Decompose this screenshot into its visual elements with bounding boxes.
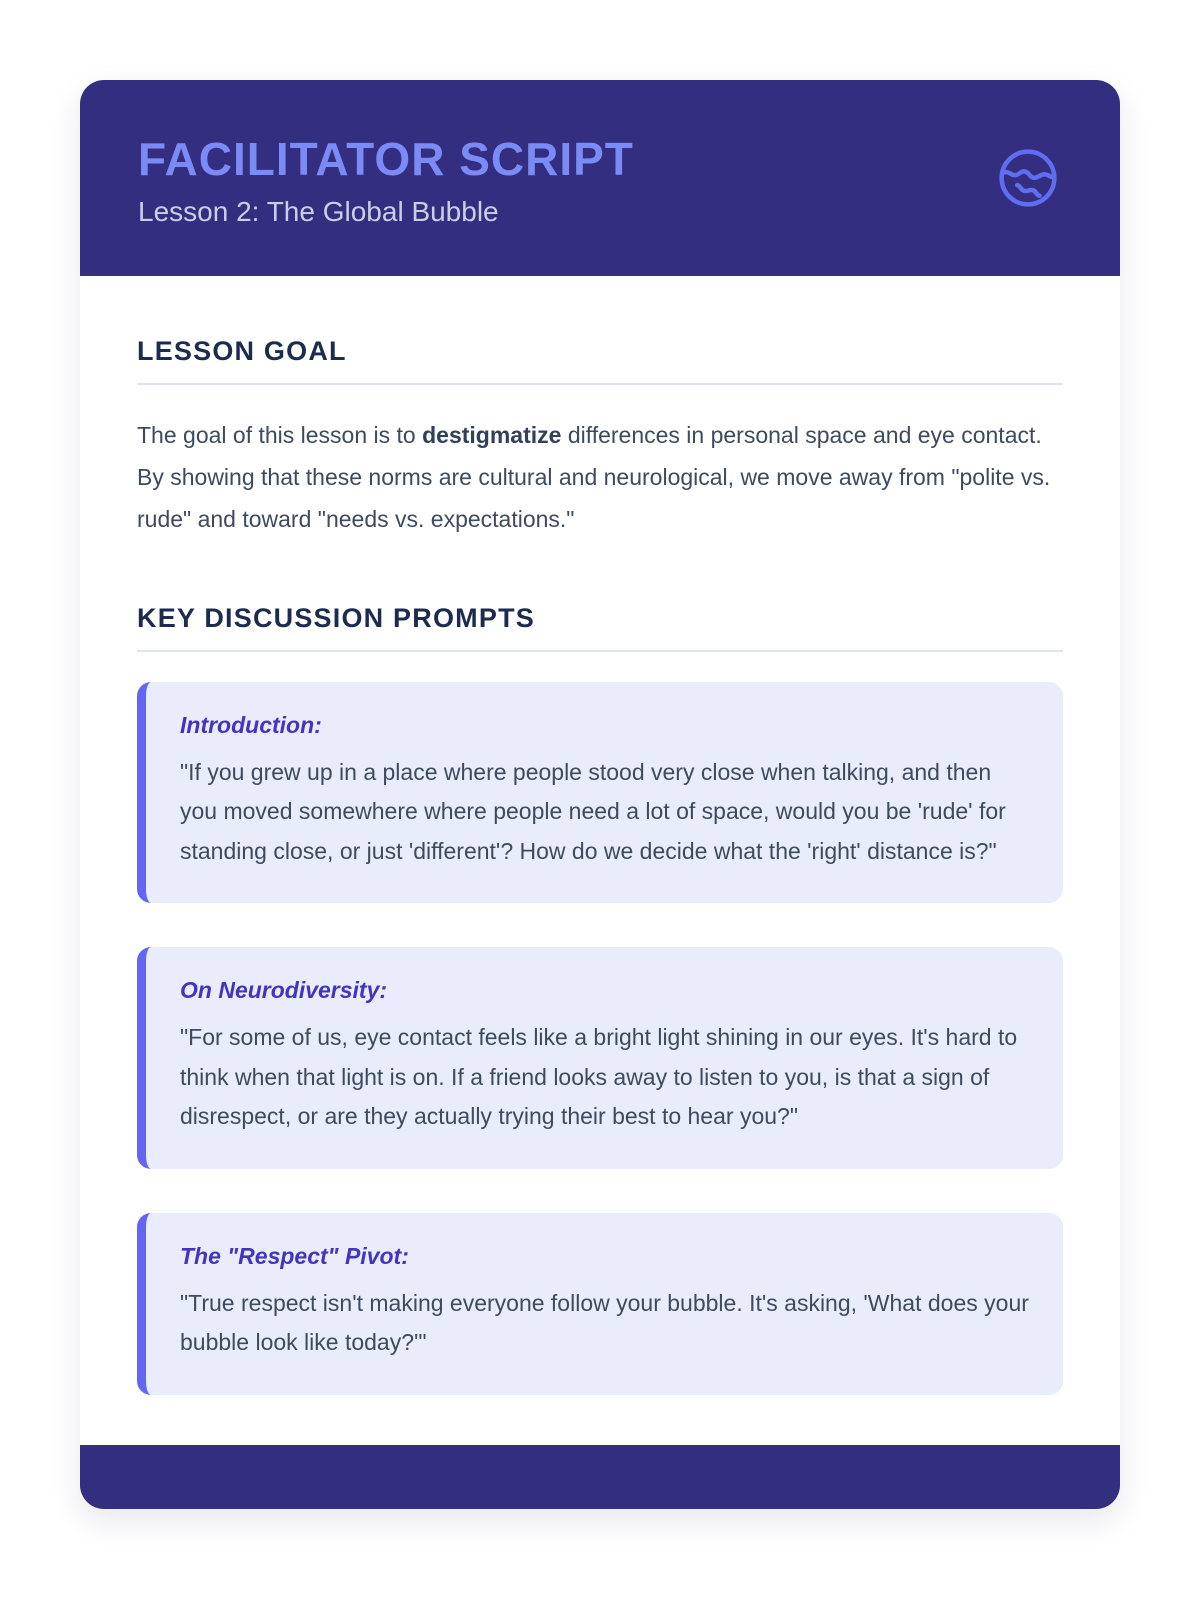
goal-text-suffix: differences in personal space and eye contact. By showing that these norms are cultural and neurological, we move away from "polite vs. rude" and toward "needs vs. expectations." xyxy=(137,422,1051,532)
prompt-card-introduction xyxy=(137,682,1063,904)
divider xyxy=(137,650,1063,652)
card-header xyxy=(80,80,1120,276)
page-title: FACILITATOR SCRIPT xyxy=(138,133,634,185)
prompt-card-respect-pivot xyxy=(137,1213,1063,1395)
prompt-card-neurodiversity xyxy=(137,947,1063,1169)
header-text xyxy=(138,132,634,228)
prompt-text: "True respect isn't making everyone follow your bubble. It's asking, 'What does your bubble look like today?'" xyxy=(180,1289,1029,1356)
goal-text-bold: destigmatize xyxy=(422,422,562,448)
facilitator-script-card xyxy=(80,80,1120,1509)
prompt-label: The "Respect" Pivot: xyxy=(180,1242,409,1269)
lesson-goal-text xyxy=(137,415,1063,541)
prompt-label: Introduction: xyxy=(180,711,322,738)
lesson-goal-heading: LESSON GOAL xyxy=(137,336,347,366)
card-footer xyxy=(80,1445,1120,1509)
prompt-text: "For some of us, eye contact feels like a bright light shining in our eyes. It's hard to think when that light is on. If a friend looks away to listen to you, is that a sign of disrespect, or are they actually trying their best to hear you?" xyxy=(180,1024,1018,1130)
page-subtitle: Lesson 2: The Global Bubble xyxy=(138,196,499,227)
card-body xyxy=(80,276,1120,1395)
divider xyxy=(137,383,1063,385)
prompts-heading: KEY DISCUSSION PROMPTS xyxy=(137,602,535,633)
goal-text-prefix: The goal of this lesson is to xyxy=(137,422,423,448)
prompt-label: On Neurodiversity: xyxy=(180,977,388,1004)
prompt-text: "If you grew up in a place where people stood very close when talking, and then you moved somewhere where people need a lot of space, would you be 'rude' for standing close, or just 'different'? How do we decide what the 'right' distance is?" xyxy=(180,758,1006,864)
globe-icon xyxy=(994,144,1062,212)
